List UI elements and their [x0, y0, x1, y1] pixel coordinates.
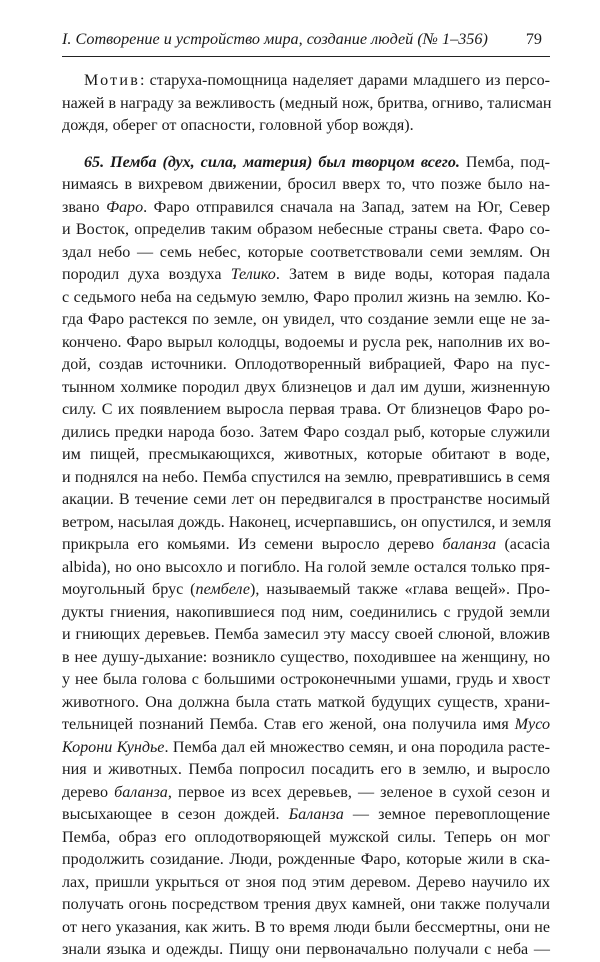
motif-line-3: дождя, оберег от опасности, головной убор вождя).	[62, 117, 414, 134]
entry-line: Пемба, образ его оплодотворяющей мужской силы. Теперь он мог	[62, 828, 550, 846]
entry-line: гда Фаро растекся по земле, он увидел, что создание земли еще не за-	[62, 311, 550, 328]
entry-line-1: 65. Пемба (дух, сила, материя) был творцом всего. Пемба, под-	[84, 153, 550, 171]
entry-line: и гниющих деревьев. Пемба замесил эту массу своей слюной, вложив	[62, 626, 550, 643]
entry-line: ветром, насылая дождь. Наконец, исчерпавшись, он опустился, и земля	[62, 513, 552, 531]
term-italic: пембеле	[195, 581, 251, 598]
paragraph-gap	[62, 138, 550, 152]
motif-line-1: Мотив: старуха-помощница наделяет дарами младшего из персо-	[84, 72, 550, 89]
term-italic: Корони Кундье	[62, 738, 165, 756]
entry-line: прикрыла его комьями. Из семени выросло дерево баланза (acacia	[62, 536, 550, 553]
entry-line: и поднялся на небо. Пемба спустился на землю, превратившись в семя	[62, 468, 550, 486]
motif-line-2: нажей в награду за вежливость (медный нож, бритва, огниво, талисман	[62, 94, 552, 112]
motif-label: Мотив	[84, 72, 140, 89]
entry-line: получать огонь посредством трения двух камней, они также получали	[62, 896, 550, 913]
entry-line: знали языка и одежды. Пищу они первоначально получали с неба —	[62, 941, 550, 958]
entry-line: дились предки народа бозо. Затем Фаро создал рыб, которые служили	[62, 423, 550, 441]
entry-line: с седьмого неба на седьмую землю, Фаро пролил жизнь на землю. Ко-	[62, 288, 550, 306]
entry-line: продолжить созидание. Люди, рожденные Фаро, которые жили в скa-	[62, 851, 550, 868]
entry-line: от него указания, как жить. В то время люди были бессмертны, они не	[62, 918, 550, 936]
entry-line: у нее была голова с большими остроконечными ушами, грудь и хвост	[62, 671, 550, 688]
entry-line: и Восток, определив таким образом небесные страны света. Фаро со-	[62, 221, 550, 238]
running-header	[62, 30, 550, 57]
entry-line: Корони Кундье. Пемба дал ей множество семян, и она породила расте-	[62, 738, 550, 756]
page-number: 79	[525, 30, 542, 48]
entry-line: им пищей, пресмыкающихся, животных, которые обитают в воде,	[62, 446, 550, 463]
term-italic: баланза	[114, 783, 168, 801]
entry-line: тельницей познаний Пемба. Став его женой, она получила имя Мусо	[62, 716, 550, 733]
term-italic: Баланза	[288, 806, 344, 823]
entry-line: albida), но оно высохло и погибло. На голой земле остался только пря-	[62, 558, 550, 576]
entry-line: здал небо — семь небес, которые соответствовали семи землям. Он	[62, 243, 550, 261]
term-italic: Телико	[230, 266, 276, 283]
entry-line: силу. С их появлением выросла первая трава. От близнецов Фаро ро-	[62, 401, 550, 418]
entry-line: кончено. Фаро вырыл колодцы, водоемы и русла рек, наполнив их во-	[62, 333, 550, 351]
page-body	[62, 70, 550, 962]
term-italic: баланза	[442, 536, 497, 553]
entry-line: лах, пришли укрыться от зноя под этим деревом. Дерево научило их	[62, 873, 550, 891]
entry-line: в нее душу-дыхание: возникло существо, походившее на женщину, но	[62, 648, 550, 666]
entry-line: дукты гниения, накопившиеся под ним, соединились с грудой земли	[62, 603, 550, 621]
entry-line: дой, создав источники. Оплодотворенный вибрацией, Фаро на пус-	[62, 356, 550, 373]
entry-line: звано Фаро. Фаро отправился сначала на Запад, затем на Юг, Север	[62, 198, 550, 216]
entry-line: дерево баланза, первое из всех деревьев, — зеленое в сухой сезон и	[62, 783, 550, 801]
entry-line: породил духа воздуха Телико. Затем в виде воды, которая падала	[62, 266, 550, 283]
entry-line: ния и животных. Пемба попросил посадить его в землю, и выросло	[62, 761, 550, 778]
entry-line: высыхающее в сезон дождей. Баланза — земное перевоплощение	[62, 806, 550, 823]
entry-line: тынном холмике породил двух близнецов и дал им души, жизненную	[62, 378, 550, 396]
entry-heading: 65. Пемба (дух, сила, материя) был творцом всего.	[84, 153, 460, 171]
entry-line: моугольный брус (пембеле), называемый также «глава вещей». Про-	[62, 581, 550, 598]
term-italic: Фаро	[106, 198, 144, 216]
entry-line: нимаясь в вихревом движении, бросил вверх то, что позже было на-	[62, 176, 550, 193]
running-header-title: I. Сотворение и устройство мира, создание людей (№ 1–356)	[62, 30, 488, 48]
entry-line: акации. В течение семи лет он передвигался в пространстве носимый	[62, 491, 550, 508]
entry-line: животного. Она должна была стать маткой будущих существ, храни-	[62, 693, 550, 711]
term-italic: Мусо	[514, 716, 550, 733]
